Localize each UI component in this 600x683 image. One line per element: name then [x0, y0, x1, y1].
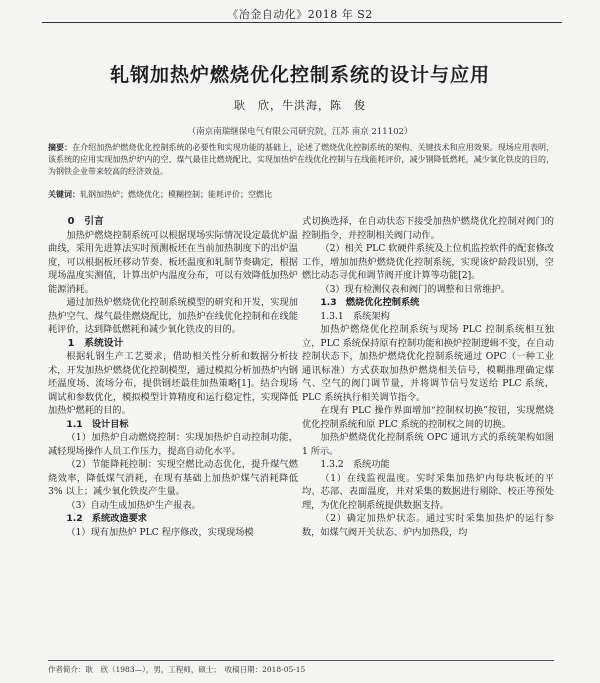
- subsubsection-heading: 1.3.1 系统架构: [320, 310, 390, 322]
- paragraph: （3）现有检测仪表和阀门的调整和日常维护。: [320, 283, 510, 295]
- abstract: [48, 141, 554, 178]
- paragraph: 通过加热炉燃烧优化控制系统模型的研究和开发，实现加热炉空气、煤气最佳燃烧配比，加热炉在线优化控制和在线能耗评价，达到降低燃耗和减少氧化铁皮的目的。: [48, 297, 298, 335]
- keywords-label: 关键词：: [48, 189, 80, 199]
- subsection-heading: 1.2 系统改造要求: [66, 513, 147, 524]
- left-column: [48, 215, 298, 539]
- paragraph: （1）在线监视温度。实时采集加热炉内每块板坯的平均、芯部、表面温度，并对采集的数据进行剔除、校正等预处理，为优化控制系统提供数据支持。: [302, 472, 554, 511]
- paragraph: （1）加热炉自动燃烧控制：实现加热炉自动控制功能，减轻现场操作人员工作压力，提高自动化水平。: [48, 432, 298, 457]
- section-heading: 1 系统设计: [67, 337, 124, 349]
- subsection-heading: 1.1 设计目标: [66, 418, 129, 430]
- paragraph: （1）现有加热炉 PLC 程序修改，实现现场模: [66, 526, 254, 538]
- paragraph: 式切换选择，在自动状态下接受加热炉燃烧优化控制对阀门的控制指令，并控制相关阀门动作。: [302, 216, 554, 241]
- abstract-label: 摘要：: [48, 142, 73, 152]
- subsubsection-heading: 1.3.2 系统功能: [320, 459, 390, 470]
- authors: 耿 欣，牛洪海，陈 俊: [234, 99, 366, 112]
- keywords-text: 轧钢加热炉；燃烧优化；模糊控制；能耗评价；空燃比: [80, 190, 272, 199]
- header-divider: [42, 22, 562, 23]
- paragraph: （2）相关 PLC 软硬件系统及上位机监控软件的配套修改工作，增加加热炉燃烧优化控制系统，实现该炉龄段识别，空燃比动态寻优和调节阀开度计算等功能[2]。: [302, 243, 554, 281]
- footnote: 作者简介：耿 欣（1983—），男，工程师，硕士； 收稿日期：2018-05-15: [48, 665, 306, 674]
- paragraph: 在现有 PLC 操作界面增加“控制权切换”按钮，实现燃烧优化控制系统和原 PLC 系统的控制权之间的切换。: [302, 405, 554, 430]
- paragraph: 加热炉燃烧控制系统可以根据现场实际情况设定最优炉温曲线，采用先进算法实时预测板坯在当前加热制度下的出炉温度，可以根据板坯移动节奏、板坯温度和轧制节奏确定，根据现场温度实测值，计算出炉内温度分布，可以有效降低加热炉能源消耗。: [48, 229, 298, 295]
- paragraph: 加热炉燃烧优化控制系统与现场 PLC 控制系统相互独立，PLC 系统保持原有控制功能和换炉控制逻辑不变，在自动控制状态下，加热炉燃烧优化控制系统通过 OPC（一种工业通讯标准）方式获取加热炉燃烧相关信号，模糊推理确定煤气、空气的阀门调节量，并将调节信号发送给 PLC 系统，PLC 系统执行相关调节指令。: [302, 324, 554, 403]
- paper-title: 轧钢加热炉燃烧优化控制系统的设计与应用: [109, 64, 490, 86]
- affiliation: （南京南瑞继保电气有限公司研究院，江苏 南京 211102）: [187, 127, 413, 137]
- paragraph: （3）自动生成加热炉生产报表。: [66, 499, 201, 511]
- paragraph: （2）节能降耗控制：实现空燃比动态优化，提升煤气燃烧效率，降低煤气消耗，在现有基础上加热炉煤气消耗降低 3% 以上；减少氧化铁皮产生量。: [48, 459, 298, 497]
- paragraph: 根据轧钢生产工艺要求，借助相关性分析和数据分析技术，开发加热炉燃烧优化控制模型，通过模拟分析加热炉内钢坯温度场、流场分布，提供钢坯最佳加热策略[1]。结合现场调试和参数优化，模拟模型计算精度和运行稳定性，实现降低加热炉燃耗的目的。: [48, 351, 298, 416]
- footnote-divider: [48, 660, 554, 661]
- paragraph: （2）确定加热炉状态。通过实时采集加热炉的运行参数，如煤气阀开关状态、炉内加热段，均: [302, 513, 554, 538]
- subsection-heading: 1.3 燃烧优化控制系统: [320, 297, 420, 308]
- keywords: [48, 188, 554, 201]
- paragraph: 加热炉燃烧优化控制系统 OPC 通讯方式的系统架构如图 1 所示。: [302, 432, 554, 457]
- journal-header: 《冶金自动化》2018 年 S2: [227, 8, 373, 21]
- abstract-text: 在介绍加热炉燃烧优化控制系统的必要性和实现功能的基础上，论述了燃烧优化控制系统的架构、关键技术和应用效果。现场应用表明，该系统的应用实现加热炉炉内的空、煤气最佳比燃烧配比，实现加热炉在线优化控制与在线能耗评价，减少钢降低燃耗，减少氧化铁皮的目的，为钢铁企业带来较高的经济效益。: [48, 143, 555, 176]
- section-heading: 0 引言: [67, 216, 104, 227]
- right-column: [302, 215, 554, 539]
